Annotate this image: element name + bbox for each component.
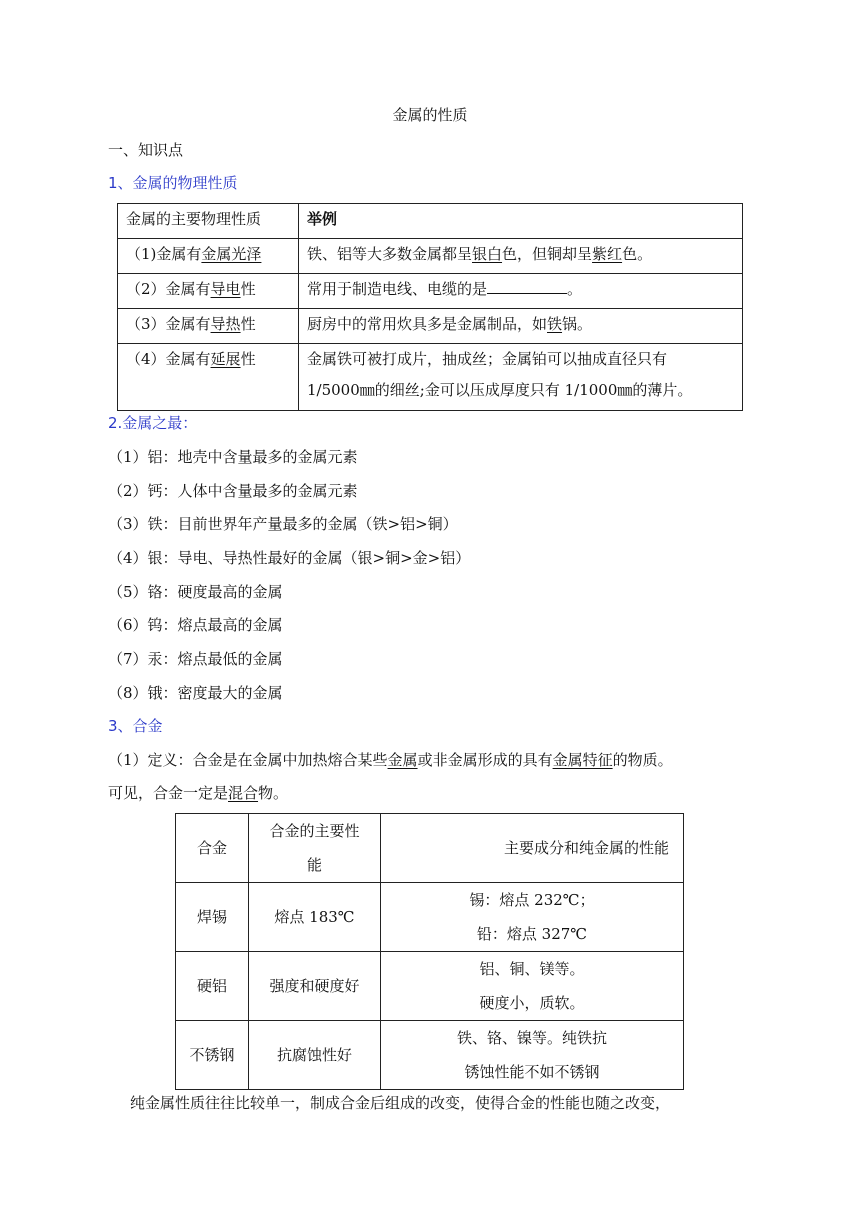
text: 色。 [622,245,653,263]
alloy-definition [108,749,673,770]
text: 硬度小，质软。 [479,994,585,1012]
text: （4）金属有 [126,350,211,368]
text: 常用于制造电线、电缆的是 [307,280,488,298]
table-row [118,274,743,309]
table-header-cell [249,814,381,883]
table-row [118,239,743,274]
list-item: （6）钨：熔点最高的金属 [108,616,283,634]
text: （3）金属有 [126,315,211,333]
fill-in-blank[interactable] [487,279,567,294]
page-title: 金属的性质 [392,106,468,124]
underlined-answer: 金属光泽 [201,245,262,263]
list-item: （2）钙：人体中含量最多的金属元素 [108,482,358,500]
list-item: （3）铁：目前世界年产量最多的金属（铁>铝>铜） [108,515,458,533]
text: （2）金属有 [126,280,211,298]
alloy-name-cell: 硬铝 [176,952,249,1021]
underlined-answer: 导电 [210,280,241,298]
underlined-answer: 金属 [387,751,418,769]
text: 物。 [258,784,289,802]
text: 金属铁可被打成片，抽成丝；金属铂可以抽成直径只有 [307,350,668,368]
text: 锡：熔点 232℃； [469,891,595,909]
text: （1）定义：合金是在金属中加热熔合某些 [108,751,388,769]
text: （1)金属有 [126,245,202,263]
text: 。 [567,280,583,298]
underlined-answer: 延展 [210,350,241,368]
alloy-name-cell: 不锈钢 [176,1021,249,1090]
text: 性 [240,315,256,333]
list-item: （1）铝：地壳中含量最多的金属元素 [108,448,358,466]
alloy-name-cell: 焊锡 [176,883,249,952]
list-item: （4）银：导电、导热性最好的金属（银>铜>金>铝） [108,549,471,567]
example-cell [299,309,743,344]
alloy-composition-cell [381,952,684,1021]
table-header-cell: 主要成分和纯金属的性能 [381,814,684,883]
property-cell [118,344,299,411]
text: 能 [306,856,322,874]
text: 合金的主要性 [269,822,360,840]
example-cell [299,239,743,274]
table-row [176,883,684,952]
closing-paragraph: 纯金属性质往往比较单一，制成合金后组成的改变，使得合金的性能也随之改变， [130,1094,671,1112]
text: 铅：熔点 327℃ [476,925,588,943]
underlined-answer: 银白 [472,245,503,263]
underlined-answer: 铁 [547,315,563,333]
heading-metal-records: 2.金属之最： [108,414,198,432]
table-header-row [118,204,743,239]
text: 色，但铜却呈 [502,245,593,263]
example-cell [299,344,743,411]
underlined-answer: 金属特征 [552,751,613,769]
table-header-cell: 合金 [176,814,249,883]
text: 厨房中的常用炊具多是金属制品，如 [307,315,548,333]
underlined-answer: 紫红 [592,245,623,263]
text: 铁、铬、镍等。纯铁抗 [456,1029,607,1047]
table-header-row [176,814,684,883]
alloy-property-cell: 抗腐蚀性好 [249,1021,381,1090]
example-cell [299,274,743,309]
property-cell [118,239,299,274]
alloys-table [175,813,684,1090]
underlined-answer: 导热 [210,315,241,333]
heading-physical-properties: 1、金属的物理性质 [108,174,238,192]
text: 铁、铝等大多数金属都呈 [307,245,473,263]
text: 性 [240,280,256,298]
table-row [176,1021,684,1090]
alloy-composition-cell [381,1021,684,1090]
list-item: （8）锇：密度最大的金属 [108,684,283,702]
list-item: （5）铬：硬度最高的金属 [108,583,283,601]
text: 的物质。 [612,751,673,769]
alloy-property-cell: 熔点 183℃ [249,883,381,952]
physical-properties-table [117,203,743,411]
text: 锈蚀性能不如不锈钢 [464,1063,600,1081]
text: 铝、铜、镁等。 [479,960,585,978]
underlined-answer: 混合 [228,784,259,802]
table-row [118,309,743,344]
list-item: （7）汞：熔点最低的金属 [108,650,283,668]
table-row [118,344,743,411]
property-cell [118,309,299,344]
heading-alloys: 3、合金 [108,717,163,735]
text: 锅。 [562,315,593,333]
text: 1/5000㎜的细丝;金可以压成厚度只有 1/1000㎜的薄片。 [307,381,693,399]
table-header-cell: 金属的主要物理性质 [118,204,299,239]
property-cell [118,274,299,309]
alloy-definition-cont [108,782,288,803]
text: 性 [240,350,256,368]
text: 可见，合金一定是 [108,784,229,802]
alloy-composition-cell [381,883,684,952]
section-heading: 一、知识点 [108,141,184,159]
text: 或非金属形成的具有 [417,751,553,769]
table-row [176,952,684,1021]
table-header-cell: 举例 [299,204,743,239]
alloy-property-cell: 强度和硬度好 [249,952,381,1021]
